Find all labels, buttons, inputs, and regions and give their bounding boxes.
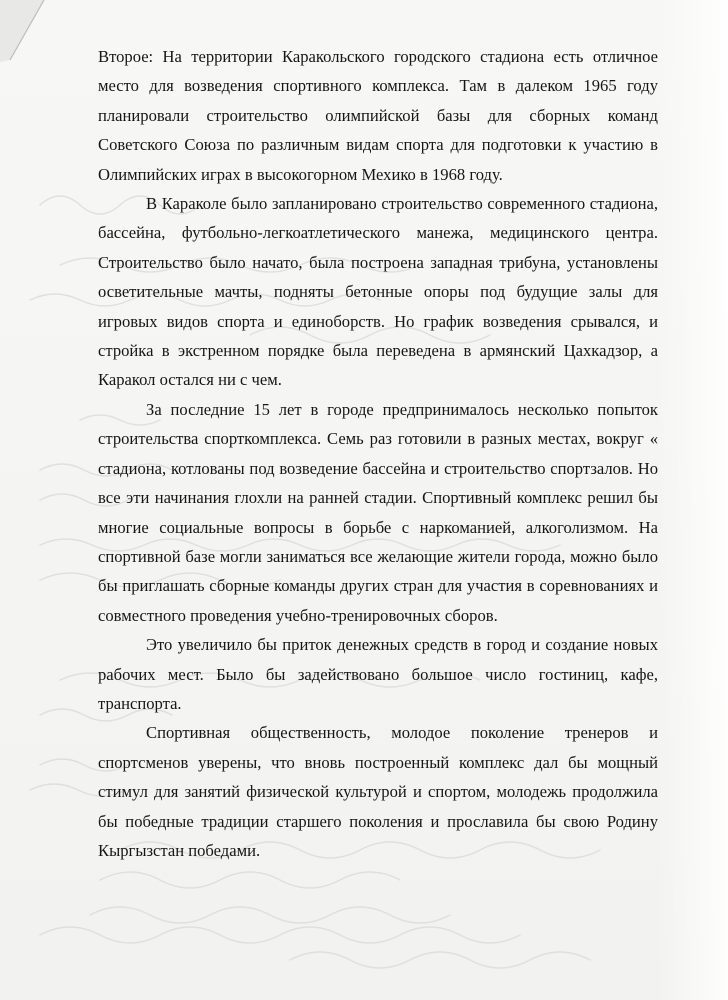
document-body (98, 42, 658, 865)
folded-corner-mark (0, 0, 80, 70)
scan-edge-highlight (658, 0, 728, 1000)
paragraph-3: За последние 15 лет в городе предпринималось несколько попыток строительства спорткомплекса. Семь раз готовили в разных местах, вокруг « стадиона, котлованы под возведение бассейна и строительство спортзалов. Но все эти начинания глохли на ранней стадии. Спортивный комплекс решил бы многие социальные вопросы в борьбе с наркоманией, алкоголизмом. На спортивной базе могли заниматься все желающие жители города, можно было бы приглашать сборные команды других стран для участия в соревнованиях и совместного проведения учебно-тренировочных сборов. (98, 399, 658, 625)
paragraph-5: Спортивная общественность, молодое поколение тренеров и спортсменов уверены, что вновь построенный комплекс дал бы мощный стимул для занятий физической культурой и спортом, молодежь продолжила бы победные традиции старшего поколения и прославила бы свою Родину Кыргызстан победами. (98, 723, 658, 860)
paragraph-1: Второе: На территории Каракольского городского стадиона есть отличное место для возведения спортивного комплекса. Там в далеком 1965 году планировали строительство олимпийской базы для сборных команд Советского Союза по различным видам спорта для подготовки к участию в Олимпийских играх в высокогорном Мехико в 1968 году. (98, 47, 658, 184)
paragraph-4: Это увеличило бы приток денежных средств в город и создание новых рабочих мест. Было бы задействовано большое число гостиниц, кафе, транспорта. (98, 635, 658, 713)
paragraph-2: В Караколе было запланировано строительство современного стадиона, бассейна, футбольно-легкоатлетического манежа, медицинского центра. Строительство было начато, была построена западная трибуна, установлены осветительные мачты, подняты бетонные опоры под будущие залы для игровых видов спорта и единоборств. Но график возведения срывался, и стройка в экстренном порядке была переведена в армянский Цахкадзор, а Каракол остался ни с чем. (98, 194, 658, 390)
